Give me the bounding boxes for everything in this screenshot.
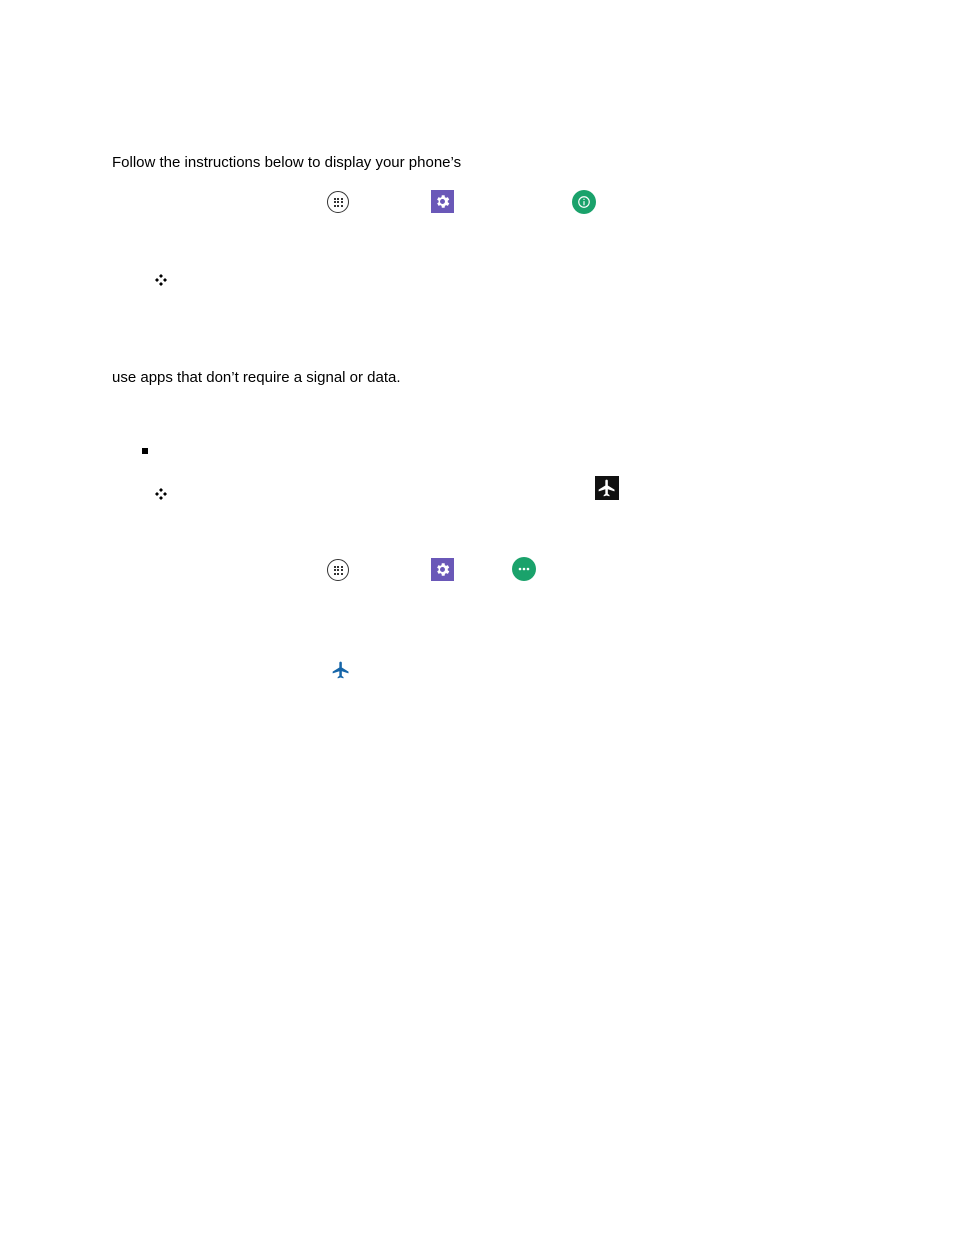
airplane-mode-intro-text: use apps that don’t require a signal or data. [112, 369, 401, 386]
diamond-bullet-icon [155, 273, 167, 285]
settings-gear-icon [431, 190, 454, 213]
diamond-bullet-icon [155, 487, 167, 499]
settings-gear-icon [431, 558, 454, 581]
info-icon [572, 190, 596, 214]
more-dots-icon [512, 557, 536, 581]
airplane-mode-status-icon [595, 476, 619, 500]
square-bullet-icon [142, 448, 148, 454]
apps-icon [327, 559, 349, 581]
airplane-icon [331, 660, 351, 680]
apps-icon [327, 191, 349, 213]
intro-text: Follow the instructions below to display your phone’s [112, 154, 462, 171]
